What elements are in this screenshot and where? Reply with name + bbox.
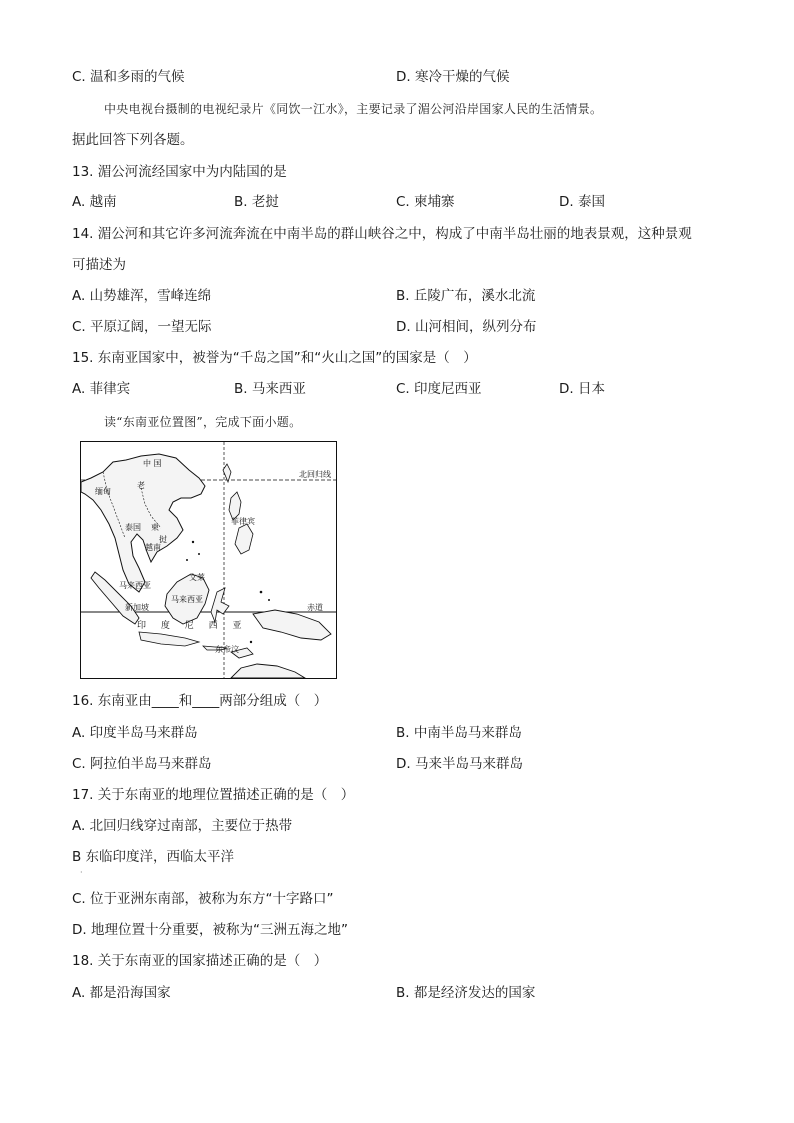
q17-option-d: D. 地理位置十分重要，被称为“三洲五海之地” — [72, 922, 348, 938]
label-philippines: 菲律宾 — [231, 517, 255, 526]
q15-stem: 15. 东南亚国家中，被誉为“千岛之国”和“火山之国”的国家是（ ） — [72, 350, 477, 366]
q13-option-b: B. 老挝 — [234, 194, 279, 210]
q14-stem-line2: 可描述为 — [72, 257, 126, 273]
q15-option-c: C. 印度尼西亚 — [396, 381, 482, 397]
label-equator: 赤道 — [307, 603, 323, 612]
label-wenlai: 文莱 — [189, 573, 205, 582]
label-myanmar: 缅甸 — [95, 487, 111, 496]
q15-option-a: A. 菲律宾 — [72, 381, 131, 397]
stray-dot-mark: · — [80, 868, 83, 877]
mekong-intro-text: 中央电视台摄制的电视纪录片《同饮一江水》，主要记录了湄公河沿岸国家人民的生活情景。 — [104, 102, 603, 116]
label-laos-small: 老 — [137, 481, 145, 490]
map-drawing — [81, 442, 336, 678]
q16-option-d: D. 马来半岛马来群岛 — [396, 756, 523, 772]
q17-option-c: C. 位于亚洲东南部，被称为东方“十字路口” — [72, 891, 334, 907]
q13-option-d: D. 泰国 — [559, 194, 605, 210]
q15-option-b: B. 马来西亚 — [234, 381, 306, 397]
q14-option-a: A. 山势雄浑，雪峰连绵 — [72, 288, 212, 304]
q13-option-a: A. 越南 — [72, 194, 117, 210]
label-laos: 挝 — [159, 535, 167, 544]
label-malaysia-west: 马来西亚 — [119, 581, 151, 590]
q18-option-a: A. 都是沿海国家 — [72, 985, 171, 1001]
q16-option-b: B. 中南半岛马来群岛 — [396, 725, 522, 741]
q17-option-b: B 东临印度洋，西临太平洋 — [72, 849, 235, 865]
q14-option-b: B. 丘陵广布，溪水北流 — [396, 288, 536, 304]
q14-option-d: D. 山河相间，纵列分布 — [396, 319, 537, 335]
q12-option-d: D. 寒冷干燥的气候 — [396, 69, 510, 85]
label-cambodia: 柬 — [151, 523, 159, 532]
q17-option-a: A. 北回归线穿过南部，主要位于热带 — [72, 818, 293, 834]
q18-stem: 18. 关于东南亚的国家描述正确的是（ ） — [72, 953, 328, 969]
q14-stem-line1: 14. 湄公河和其它许多河流奔流在中南半岛的群山峡谷之中，构成了中南半岛壮丽的地表景观，这种景观 — [72, 226, 692, 242]
q13-stem: 13. 湄公河流经国家中为内陆国的是 — [72, 164, 287, 180]
label-singapore: 新加坡 — [125, 603, 149, 612]
q16-option-a: A. 印度半岛马来群岛 — [72, 725, 198, 741]
q16-option-c: C. 阿拉伯半岛马来群岛 — [72, 756, 212, 772]
southeast-asia-map — [80, 441, 337, 679]
map-intro-text: 读“东南亚位置图”，完成下面小题。 — [104, 415, 302, 429]
q16-stem: 16. 东南亚由____和____两部分组成（ ） — [72, 693, 328, 709]
q18-option-b: B. 都是经济发达的国家 — [396, 985, 536, 1001]
label-thailand: 泰国 — [125, 523, 141, 532]
q17-stem: 17. 关于东南亚的地理位置描述正确的是（ ） — [72, 787, 355, 803]
q12-option-c: C. 温和多雨的气候 — [72, 69, 185, 85]
label-malaysia-east: 马来西亚 — [171, 595, 203, 604]
answer-prompt: 据此回答下列各题。 — [72, 132, 194, 148]
label-vietnam: 越南 — [145, 543, 161, 552]
label-china: 中 国 — [143, 459, 162, 468]
label-indonesia: 印 度 尼 西 亚 — [137, 621, 248, 631]
label-tropic: 北回归线 — [299, 470, 331, 479]
q14-option-c: C. 平原辽阔，一望无际 — [72, 319, 212, 335]
q13-option-c: C. 柬埔寨 — [396, 194, 455, 210]
q15-option-d: D. 日本 — [559, 381, 605, 397]
label-east-timor: 东帝汶 — [215, 645, 239, 654]
